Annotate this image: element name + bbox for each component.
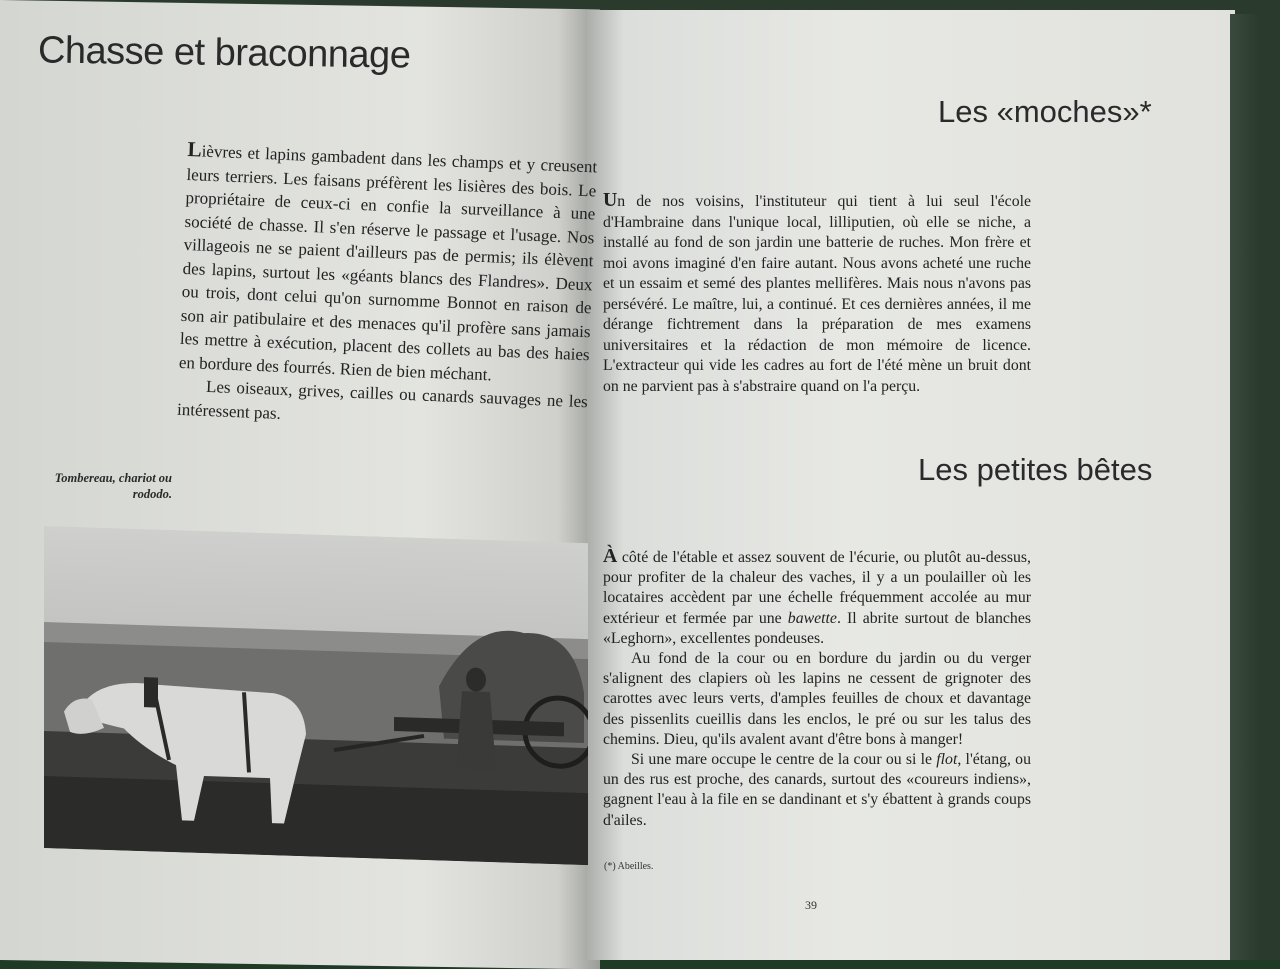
section-moches-body (603, 190, 1031, 397)
left-page-body (177, 138, 598, 437)
page-number: 39 (805, 898, 817, 912)
footnote: (*) Abeilles. (604, 861, 654, 872)
dropcap: U (603, 189, 618, 211)
left-paragraph-2: Les oiseaux, grives, cailles ou canards sauvages ne les intéressent pas. (176, 376, 589, 423)
photo-caption: Tombereau, chariot ou rododo. (54, 471, 172, 501)
left-paragraph-1: Lièvres et lapins gambadent dans les champs et y creusent leurs terriers. Les faisans préfèrent les lisières des bois. Le propriétaire de ceux-ci en confie la surveillance à une société de chasse. Il s'en réserve le passage et l'usage. Nos villageois ne se paient d'ailleurs pas de permis; ils élèvent des lapins, surtout les «géants blancs des Flandres». Deux ou trois, dont celui qu'on surnomme Bonnot en raison de son air patibulaire et des menaces qu'il profère sans jamais les mettre à exécution, placent des collets au bas des haies en bordure des fourrés. Rien de bien méchant. (178, 137, 598, 384)
left-page-title: Chasse et braconnage (37, 29, 411, 77)
section-petites-betes-body (603, 546, 1031, 831)
petites-paragraph-1: À côté de l'étable et assez souvent de l'écurie, ou plutôt au-dessus, pour profiter de la chaleur des vaches, il y a un poulailler où les locataires accèdent par une échelle fréquemment accolée au mur extérieur et fermée par une bawette. Il abrite surtout de blanches «Leghorn», excellentes pondeuses. (603, 545, 1031, 647)
petites-paragraph-3: Si une mare occupe le centre de la cour ou si le flot, l'étang, ou un des rus est proche, des canards, surtout des «coureurs indiens», gagnent l'eau à la file en se dandinant et s'y ébattent à grands coups d'ailes. (603, 751, 1031, 829)
dropcap: L (187, 137, 203, 162)
dropcap: À (603, 545, 618, 567)
moches-paragraph: Un de nos voisins, l'instituteur qui tient à lui seul l'école d'Hambraine dans l'unique local, lilliputien, où elle se niche, a installé au fond de son jardin une batterie de ruches. Mon frère et moi avons imaginé d'en faire autant. Nous avons acheté une ruche et un essaim et semé des plantes mellifères. Mais nous n'avons pas persévéré. Le maître, lui, a continué. Et ces dernières années, il me dérange fichtrement dans la préparation de mes examens universitaires et la rédaction de mon mémoire de licence. L'extracteur qui vide les cadres au fort de l'été mène un bruit dont on ne parvient pas à s'abstraire quand on l'a perçu. (603, 189, 1031, 395)
book-edge (1230, 14, 1260, 960)
section-title-moches: Les «moches»* (938, 94, 1152, 129)
section-title-petites-betes: Les petites bêtes (918, 452, 1153, 487)
petites-paragraph-2: Au fond de la cour ou en bordure du jardin ou du verger s'alignent des clapiers où les lapins ne cessent de grignoter des carottes avec leurs verts, d'amples feuilles de choux et davantage des pissenlits cueillis dans les enclos, le pré ou sur les talus des chemins. Dieu, qu'ils avalent avant d'être bons à manger! (603, 650, 1031, 748)
photograph (44, 526, 588, 865)
